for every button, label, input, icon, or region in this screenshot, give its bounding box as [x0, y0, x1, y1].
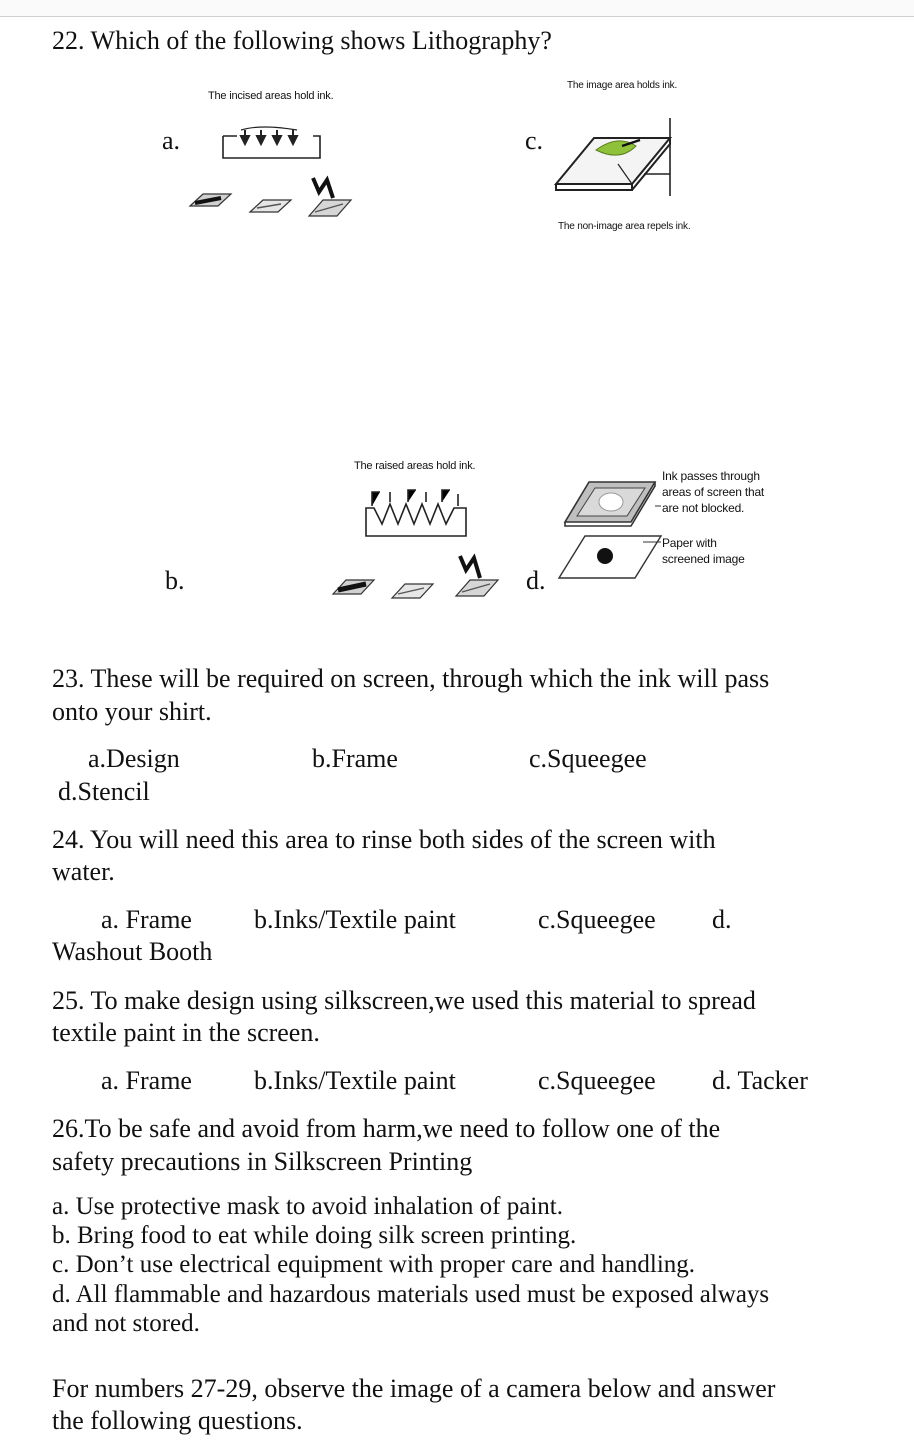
q24-question-line-1: 24. You will need this area to rinse both sides of the screen with [52, 825, 716, 854]
q22-option-c-caption-top: The image area holds ink. [567, 80, 678, 91]
q23-question-line-2: onto your shirt. [52, 697, 212, 726]
instructions-line-1: For numbers 27-29, observe the image of a camera below and answer [52, 1374, 776, 1403]
q22-option-b-caption: The raised areas hold ink. [354, 460, 476, 472]
q22-option-c-diagram [548, 96, 688, 211]
intaglio-printing-illustration [185, 108, 360, 233]
screen-printing-illustration [555, 470, 665, 585]
q24-choice-a[interactable]: a. Frame [101, 905, 192, 934]
q22-option-d-caption-2-line-1: Paper with [662, 536, 717, 550]
q22-option-a-letter[interactable]: a. [162, 126, 181, 155]
q25-choice-a[interactable]: a. Frame [101, 1066, 192, 1095]
q24-choice-c[interactable]: c.Squeegee [538, 905, 656, 934]
q26-choice-c[interactable]: c. Don’t use electrical equipment with proper care and handling. [52, 1251, 696, 1278]
q26-choice-a[interactable]: a. Use protective mask to avoid inhalation of paint. [52, 1193, 563, 1220]
top-border [0, 0, 914, 17]
q24-choice-b[interactable]: b.Inks/Textile paint [254, 905, 456, 934]
relief-printing-illustration [330, 484, 505, 604]
q25-choice-b[interactable]: b.Inks/Textile paint [254, 1066, 456, 1095]
q26-question-line-1: 26.To be safe and avoid from harm,we need to follow one of the [52, 1114, 721, 1143]
q22-option-d-caption-1-line-1: Ink passes through [662, 469, 760, 483]
q22-question: 22. Which of the following shows Lithography? [52, 26, 552, 55]
q22-option-d-caption-1-line-3: are not blocked. [662, 501, 745, 515]
q26-choice-b[interactable]: b. Bring food to eat while doing silk screen printing. [52, 1222, 577, 1249]
q22-option-d-letter[interactable]: d. [526, 566, 546, 595]
q26-choice-d-line-2[interactable]: and not stored. [52, 1310, 200, 1337]
q26-choice-d-line-1[interactable]: d. All flammable and hazardous materials used must be exposed always [52, 1281, 770, 1308]
q23-choice-b[interactable]: b.Frame [312, 744, 398, 773]
q26-question-line-2: safety precautions in Silkscreen Printing [52, 1147, 473, 1176]
instructions-line-2: the following questions. [52, 1406, 303, 1435]
q24-choice-d-text[interactable]: Washout Booth [52, 937, 213, 966]
q22-option-c-caption-bottom: The non-image area repels ink. [558, 221, 691, 232]
q25-question-line-2: textile paint in the screen. [52, 1018, 320, 1047]
q23-choice-a[interactable]: a.Design [88, 744, 180, 773]
q25-question-line-1: 25. To make design using silkscreen,we used this material to spread [52, 986, 756, 1015]
q24-choice-d-letter[interactable]: d. [712, 905, 732, 934]
q24-question-line-2: water. [52, 857, 115, 886]
q22-option-a-diagram [185, 108, 360, 238]
q25-choice-c[interactable]: c.Squeegee [538, 1066, 656, 1095]
q25-choice-d[interactable]: d. Tacker [712, 1066, 808, 1095]
q23-choice-d[interactable]: d.Stencil [58, 777, 150, 806]
q23-choice-c[interactable]: c.Squeegee [529, 744, 647, 773]
q22-option-b-letter[interactable]: b. [165, 566, 185, 595]
q22-option-a-caption: The incised areas hold ink. [208, 90, 334, 102]
q23-question-line-1: 23. These will be required on screen, through which the ink will pass [52, 664, 770, 693]
q22-option-d-caption-2-line-2: screened image [662, 552, 745, 566]
q22-option-b-diagram [330, 484, 505, 609]
lithography-stone-illustration [548, 96, 688, 206]
q22-option-d-caption-1-line-2: areas of screen that [662, 485, 765, 499]
q22-option-c-letter[interactable]: c. [525, 126, 544, 155]
q22-option-d-diagram [555, 470, 665, 590]
